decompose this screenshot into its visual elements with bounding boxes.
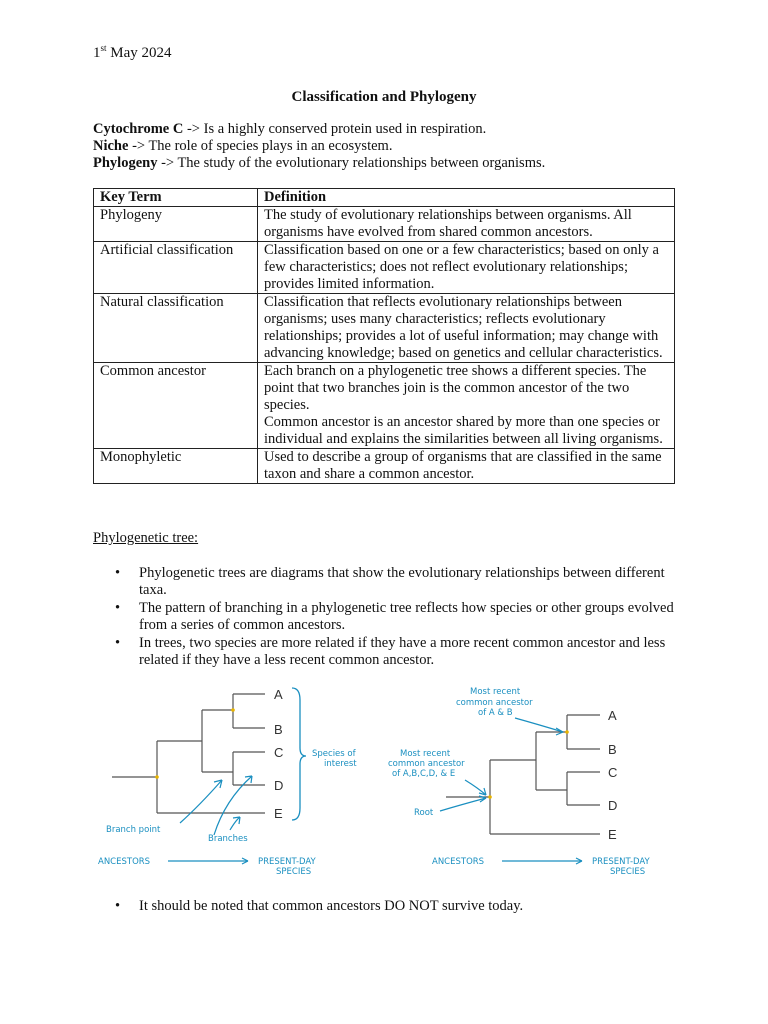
table-cell-definition [258,363,675,449]
table-row [94,294,675,363]
ancestors-label: ANCESTORS [432,857,485,867]
table-cell-definition: Classification based on one or a few characteristics; based on only a few characteristics; does not reflect evolutionary relationships; provides limited information. [258,242,675,294]
list-item: • Phylogenetic trees are diagrams that show the evolutionary relationships between different taxa. [93,565,693,599]
table-cell-definition: Classification that reflects evolutionary relationships between organisms; uses many characteristics; reflects evolutionary relationships; provides a lot of useful information; may change with advancing knowledge; based on genetics and cellular characteristics. [258,294,675,363]
definition-line: Cytochrome C -> Is a highly conserved protein used in respiration. [93,121,487,137]
note-list [93,898,693,915]
tip-label: A [608,708,617,723]
mrca-all-label: of A,B,C,D, & E [392,769,456,779]
key-terms-table [93,188,675,484]
list-item: • It should be noted that common ancestors DO NOT survive today. [93,898,693,915]
mrca-ab-label: Most recent [470,687,521,697]
present-day-label: PRESENT-DAY [592,857,650,867]
annotation-arrows [168,776,252,864]
mrca-ab-label: common ancestor [456,698,533,708]
right-tree [446,715,600,834]
annotation-arrows [440,718,582,864]
branches-label: Branches [208,834,248,844]
branch-point-label: Branch point [106,825,161,835]
list-item: • In trees, two species are more related if they have a more recent common ancestor and less related if they have a less recent common ancestor. [93,635,693,669]
page-title: Classification and Phylogeny [291,89,477,105]
section-heading: Phylogenetic tree: [93,530,199,546]
node-dot [155,775,159,779]
table-row [94,363,675,449]
bullet-list [93,565,693,670]
table-cell-term: Natural classification [94,294,258,363]
species-of-interest-label: interest [324,759,357,769]
present-day-label: SPECIES [276,867,312,877]
table-cell-term: Common ancestor [94,363,258,449]
left-tree [112,694,265,813]
tip-label: D [608,798,618,813]
phylogenetic-tree-diagram [0,680,768,880]
table-cell-definition: The study of evolutionary relationships between organisms. All organisms have evolved from shared common ancestors. [258,207,675,242]
node-dot [488,795,492,799]
table-header: Key Term [94,189,258,207]
node-dot [231,708,235,712]
tip-label: E [608,827,617,842]
definition-line: Niche -> The role of species plays in an ecosystem. [93,138,393,154]
table-cell-term: Phylogeny [94,207,258,242]
list-item: • The pattern of branching in a phylogenetic tree reflects how species or other groups evolved from a series of common ancestors. [93,600,693,634]
tip-label: E [274,806,283,821]
table-header: Definition [258,189,675,207]
tip-label: B [274,722,283,737]
definitions-block [93,121,545,172]
table-row [94,207,675,242]
table-row [94,449,675,484]
tip-label: A [274,687,283,702]
date: 1st May 2024 [93,43,172,61]
table-cell-term: Artificial classification [94,242,258,294]
node-dot [565,730,569,734]
root-label: Root [414,808,434,818]
tip-label: B [608,742,617,757]
ancestors-label: ANCESTORS [98,857,151,867]
definition-line: Phylogeny -> The study of the evolutionary relationships between organisms. [93,155,546,171]
present-day-label: PRESENT-DAY [258,857,316,867]
definition-part: Each branch on a phylogenetic tree shows a different species. The point that two branches join is the common ancestor of the two species. [264,363,647,413]
mrca-all-label: Most recent [400,749,451,759]
mrca-ab-label: of A & B [478,708,513,718]
table-row [94,242,675,294]
tip-label: C [274,745,284,760]
mrca-all-label: common ancestor [388,759,465,769]
table-cell-definition: Used to describe a group of organisms that are classified in the same taxon and share a common ancestor. [258,449,675,484]
tip-label: C [608,765,618,780]
present-day-label: SPECIES [610,867,646,877]
table-cell-term: Monophyletic [94,449,258,484]
definition-part: Common ancestor is an ancestor shared by more than one species or individual and explains the similarities between all living organisms. [264,414,663,447]
tip-label: D [274,778,284,793]
brace-shape [292,688,306,820]
species-of-interest-label: Species of [312,749,356,759]
table-header-row [94,189,675,207]
